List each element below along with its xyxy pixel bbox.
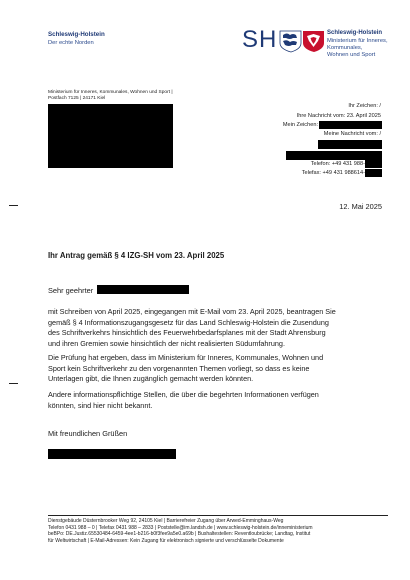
body-line: und ihren Gremien sowie hinsichtlich der nicht realisierten Südumfahrung. bbox=[48, 338, 285, 348]
ref-telefon: Telefon: +49 431 988- bbox=[310, 161, 365, 167]
ministry-logo-text bbox=[327, 30, 409, 60]
letter-date: 12. Mai 2025 bbox=[339, 202, 382, 211]
sender-return-address bbox=[48, 90, 173, 103]
body-line: Die Prüfung hat ergeben, dass im Ministerium für Inneres, Kommunales, Wohnen und bbox=[48, 353, 324, 362]
fold-mark-top bbox=[9, 205, 18, 206]
body-paragraph-request bbox=[48, 307, 384, 349]
ref-mein-zeichen: Mein Zeichen: bbox=[282, 122, 318, 128]
body-line: gemäß § 4 Informationszugangsgesetz für das Land Schleswig-Holstein die Zusendung bbox=[48, 317, 329, 327]
footer-line: Telefon 0431 988 – 0 | Telefax 0431 988 – 2833 | Poststelle@im.landsh.de | www.schleswig-holstein.de/inneministerium bbox=[48, 524, 313, 531]
sh-logo-mark: SH bbox=[242, 26, 278, 53]
body-line: mit Schreiben von April 2025, eingegangen mit E-Mail vom 23. April 2025, beantragen Sie bbox=[48, 307, 336, 316]
fold-mark-middle bbox=[9, 383, 18, 384]
signature-name-redaction bbox=[48, 449, 176, 459]
footer-line: Dienstgebäude Düsternbrooker Weg 92, 24105 Kiel | Barrierefreier Zugang über Arwed-Emminghaus-Weg bbox=[48, 518, 284, 524]
state-brand-name: Schleswig-Holstein bbox=[48, 31, 105, 38]
contact-name-redaction bbox=[318, 140, 382, 149]
ref-telefax: Telefax: +49 431 988614- bbox=[301, 170, 365, 176]
telefax-extension-redaction bbox=[365, 169, 382, 177]
sender-address-line: Postfach 7125 | 24171 Kiel bbox=[48, 96, 106, 102]
ministry-state-name: Schleswig-Holstein bbox=[327, 30, 383, 36]
ref-ihre-nachricht: Ihre Nachricht vom: 23. April 2025 bbox=[296, 113, 381, 119]
body-paragraph-other-bodies bbox=[48, 390, 384, 411]
ministry-name-line: Ministerium für Inneres, bbox=[327, 37, 388, 44]
letter-footer bbox=[48, 518, 393, 544]
state-brand-slogan: Der echte Norden bbox=[48, 40, 94, 46]
state-brand-logo bbox=[48, 31, 105, 47]
ref-ihr-zeichen: Ihr Zeichen: / bbox=[348, 103, 381, 109]
telefon-extension-redaction bbox=[365, 160, 382, 168]
recipient-name-redaction bbox=[97, 285, 189, 294]
coat-of-arms-icon bbox=[279, 27, 325, 53]
body-line: des Schriftverkehrs hinsichtlich des Feuerwehrbedarfsplanes mit der Stadt Ahrensburg bbox=[48, 328, 326, 337]
footer-line: für Weltwirtschaft | E-Mail-Adressen: Kein Zugang für elektronisch signierte und verschlüsselte Dokumente bbox=[48, 537, 284, 544]
closing-phrase: Mit freundlichen Grüßen bbox=[48, 429, 128, 438]
letter-subject: Ihr Antrag gemäß § 4 IZG-SH vom 23. April 2025 bbox=[48, 251, 225, 260]
body-line: könnten, sind hier nicht bekannt. bbox=[48, 400, 153, 410]
salutation: Sehr geehrter bbox=[48, 286, 94, 295]
ministry-name-line: Wohnen und Sport bbox=[327, 52, 376, 59]
sender-address-line: Ministerium für Inneres, Kommunales, Wohnen und Sport | bbox=[48, 90, 173, 95]
contact-email-redaction bbox=[286, 151, 382, 160]
body-line: Sport kein Schriftverkehr zu den vorgenannten Themen vorliegt, so dass es keine bbox=[48, 363, 310, 373]
body-paragraph-result bbox=[48, 353, 384, 385]
body-line: Andere informationspflichtige Stellen, die über die begehrten Informationen verfügen bbox=[48, 390, 319, 399]
body-line: Unterlagen gibt, die Ihnen zugänglich gemacht werden könnten. bbox=[48, 374, 254, 383]
mein-zeichen-redaction bbox=[319, 121, 382, 129]
ministry-name-line: Kommunales, bbox=[327, 44, 363, 51]
footer-line: beBPo: DE.Justiz.65530484-6459-4ee1-b216-b0f3fee9a5e0.a69b | Bushaltestellen: Reventloubrücke; Landtag, Institut bbox=[48, 531, 311, 538]
ref-meine-nachricht: Meine Nachricht vom: / bbox=[323, 131, 381, 137]
footer-divider bbox=[48, 515, 388, 516]
recipient-address-redaction bbox=[48, 104, 173, 168]
